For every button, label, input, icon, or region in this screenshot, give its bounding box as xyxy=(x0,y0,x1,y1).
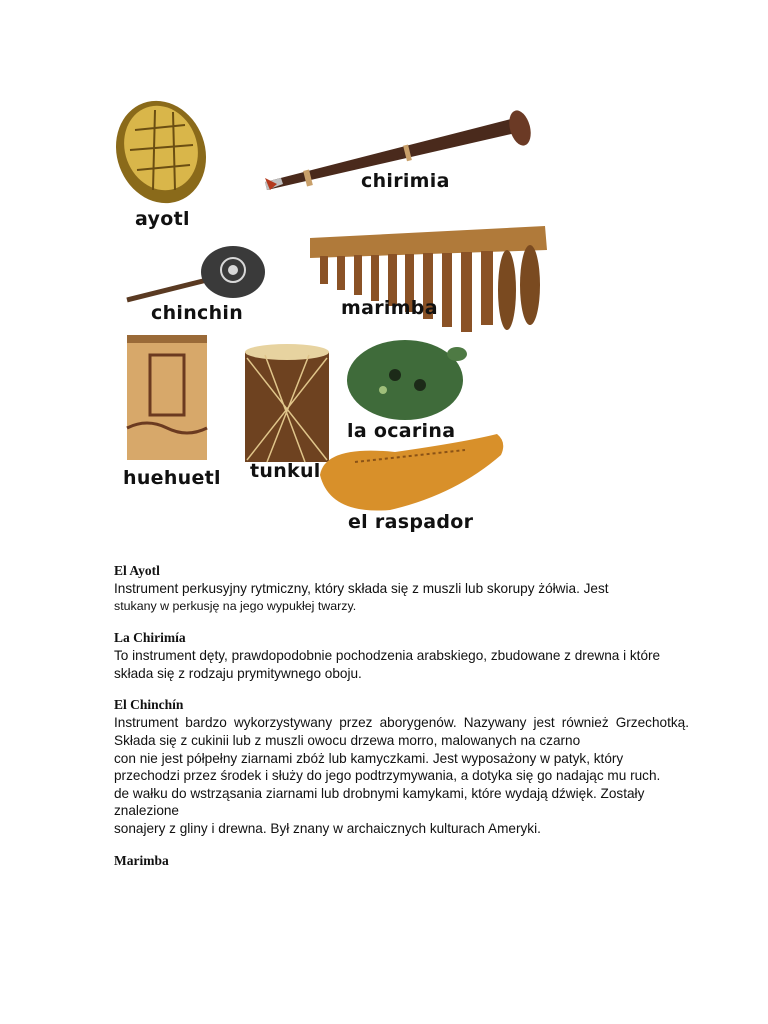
section-chinchin xyxy=(114,696,689,837)
paragraph-line: stukany w perkusję na jego wypukłej twarzy. xyxy=(114,598,357,613)
paragraph-line: de wałku do wstrząsania ziarnami lub drobnymi kamykami, które wydają dźwięk. Zostały znalezione xyxy=(114,785,645,819)
document-body xyxy=(114,562,689,884)
huehuetl-drum-icon xyxy=(127,335,207,460)
instruments-figure xyxy=(105,90,555,540)
section-heading: El Ayotl xyxy=(114,563,160,578)
tunkul-drum-icon xyxy=(245,344,329,462)
label-marimba: marimba xyxy=(341,297,438,319)
label-chinchin: chinchin xyxy=(151,302,244,324)
paragraph-line: To instrument dęty, prawdopodobnie pochodzenia arabskiego, zbudowane z drewna i które xyxy=(114,648,661,664)
section-heading: La Chirimía xyxy=(114,630,186,646)
paragraph-line: Instrument perkusyjny rytmiczny, który składa się z muszli lub skorupy żółwia. Jest xyxy=(114,581,609,596)
raspador-gourd-icon xyxy=(320,434,503,511)
paragraph-line: Składa się z cukinii lub z muszli owocu drzewa morro, malowanych na czarno xyxy=(114,732,581,748)
label-raspador: el raspador xyxy=(348,511,474,533)
section-ayotl xyxy=(114,562,689,615)
label-huehuetl: huehuetl xyxy=(123,467,221,489)
section-marimba xyxy=(114,852,689,870)
section-heading: El Chinchín xyxy=(114,697,184,713)
ayotl-shell-icon xyxy=(105,90,220,216)
label-ayotl: ayotl xyxy=(135,208,190,230)
chinchin-rattle-icon xyxy=(127,246,265,300)
paragraph-line: sonajery z gliny i drewna. Był znany w archaicznych kulturach Ameryki. xyxy=(114,820,541,836)
label-ocarina: la ocarina xyxy=(347,420,456,442)
paragraph-line: składa się z rodzaju prymitywnego oboju. xyxy=(114,665,362,681)
paragraph-line: con nie jest półpełny ziarnami zbóż lub kamyczkami. Jest wyposażony w patyk, który xyxy=(114,750,624,766)
ocarina-icon xyxy=(347,340,467,420)
label-chirimia: chirimia xyxy=(361,170,450,192)
section-heading: Marimba xyxy=(114,852,169,868)
section-chirimia xyxy=(114,629,689,682)
paragraph-line: przechodzi przez środek i służy do jego podtrzymywania, a dotyka się go nadając mu ruch. xyxy=(114,768,661,784)
label-tunkul: tunkul xyxy=(250,460,321,482)
paragraph-line: Instrument bardzo wykorzystywany przez aborygenów. Nazywany jest również Grzechotką. xyxy=(114,715,689,731)
